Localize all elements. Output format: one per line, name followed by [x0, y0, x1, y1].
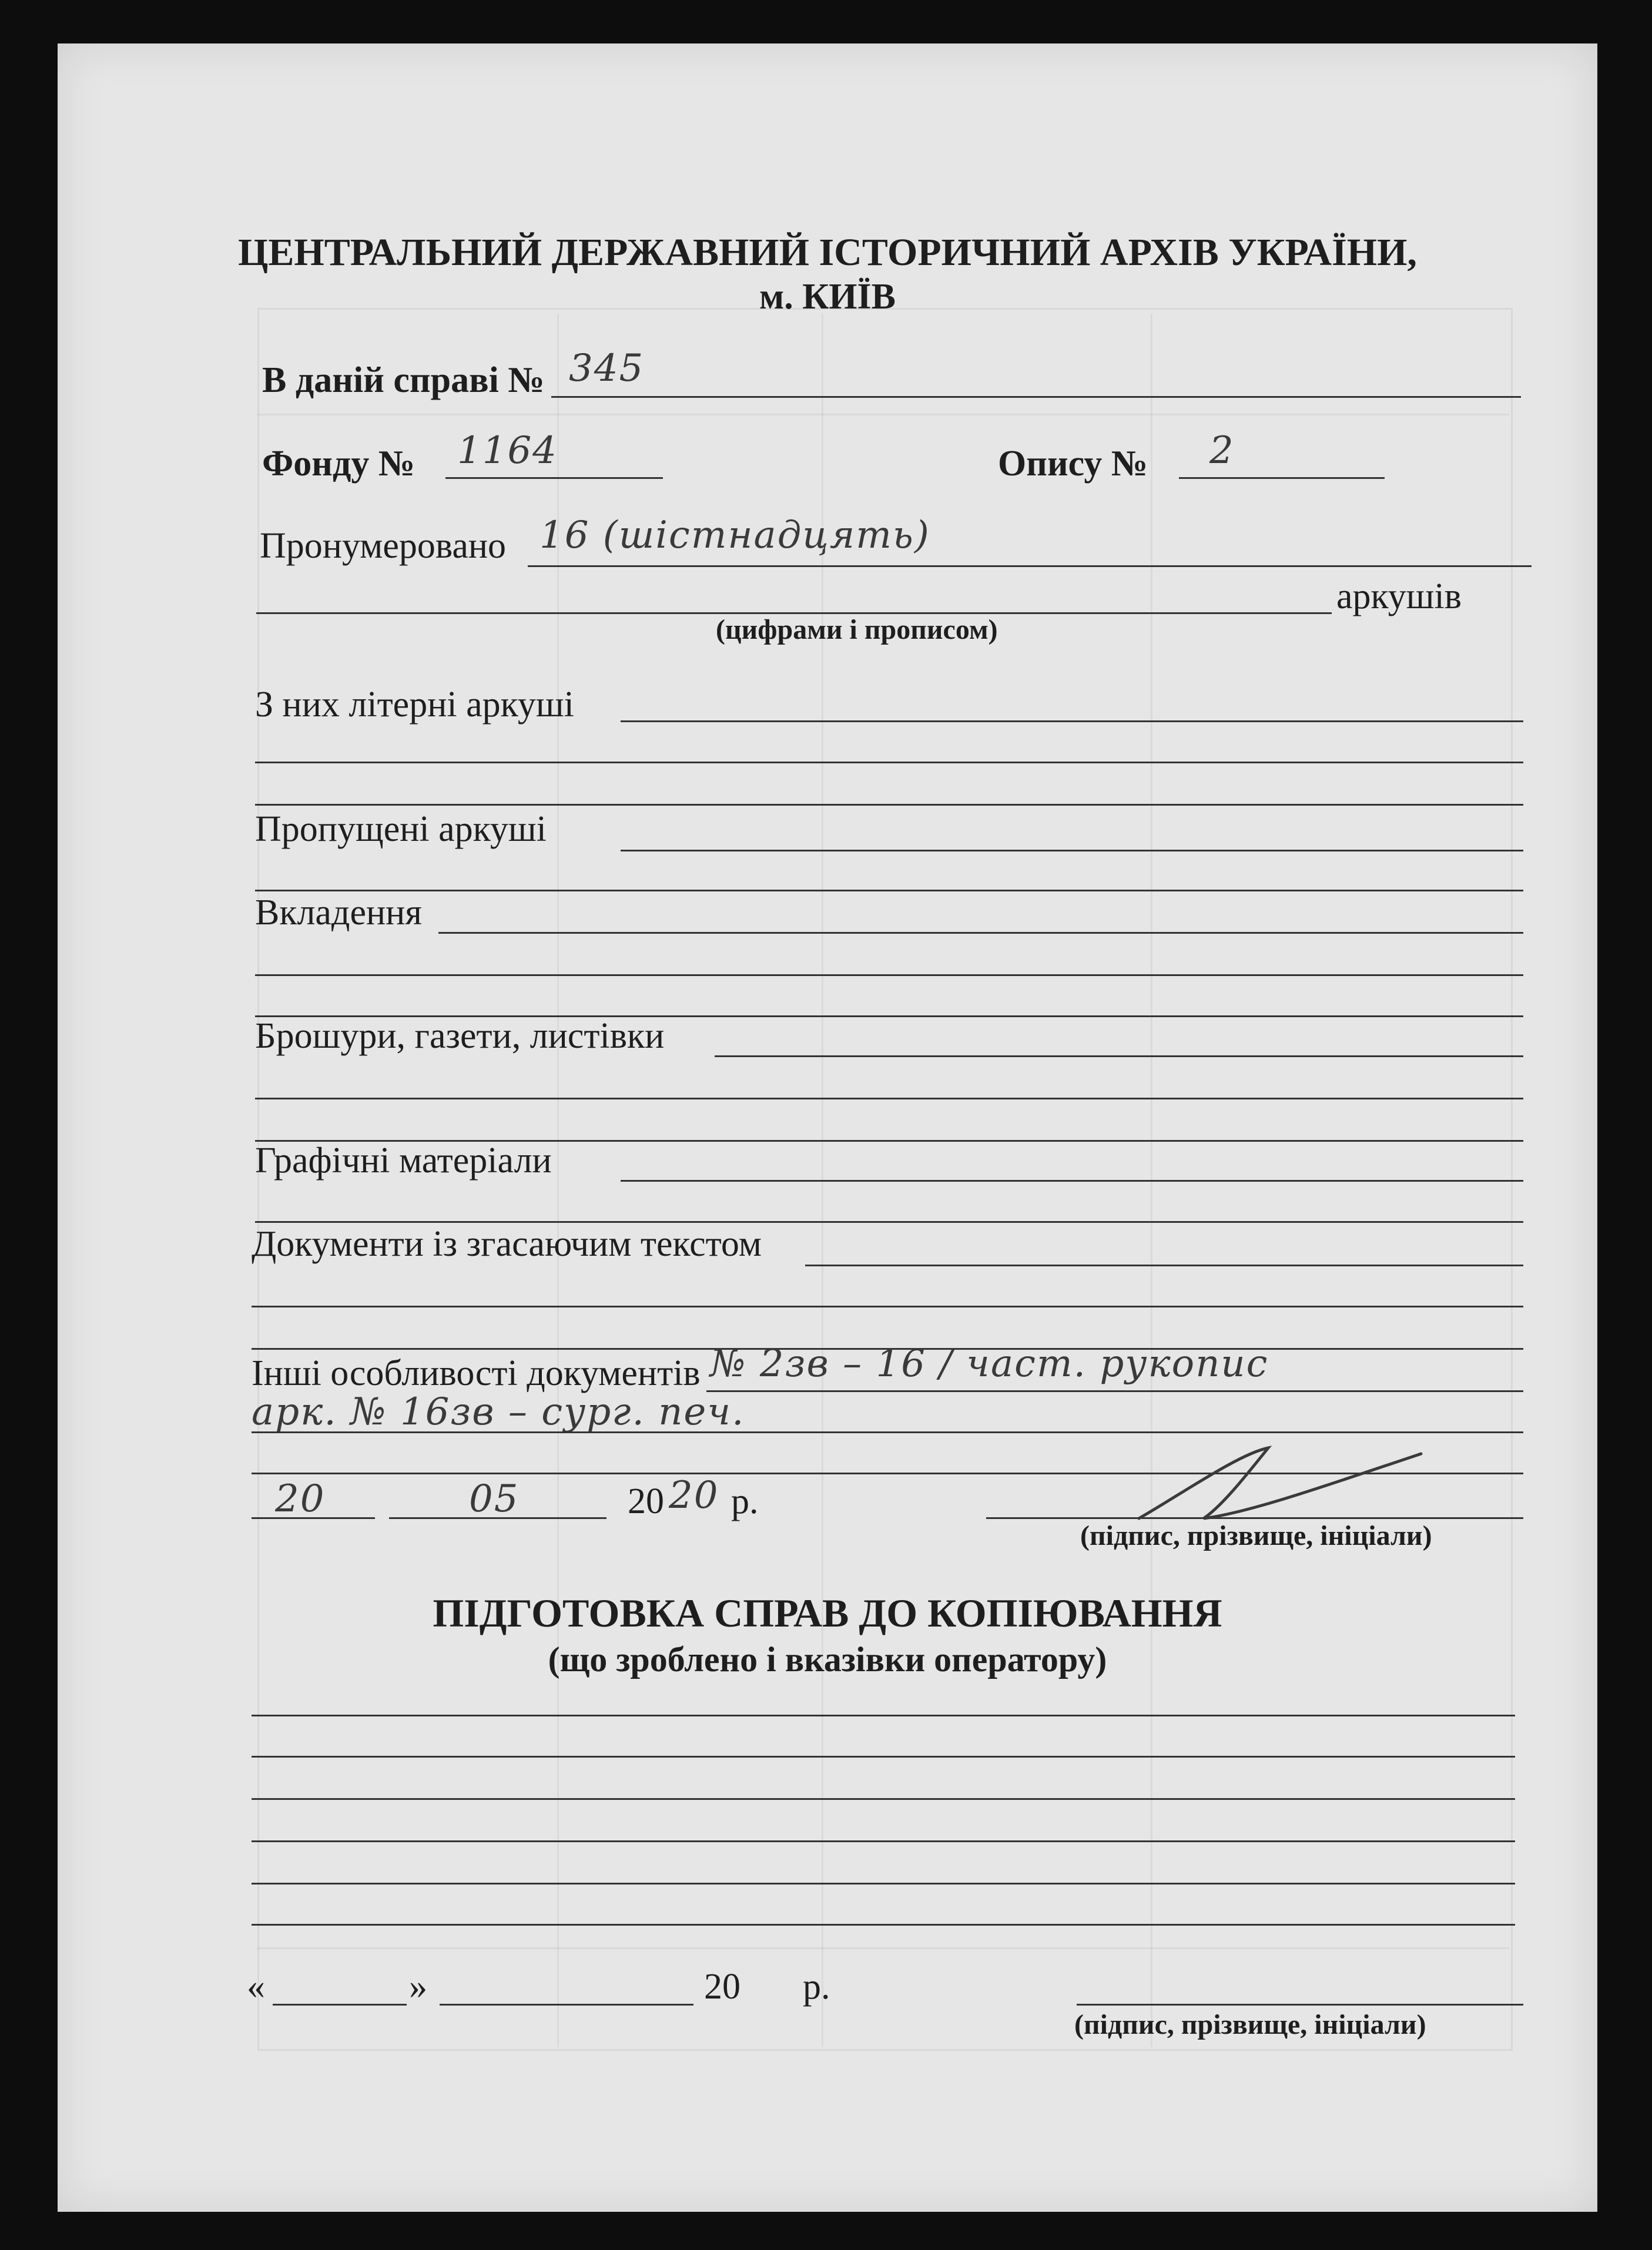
- fading-line: [805, 1265, 1523, 1266]
- date1-year-mark: р.: [731, 1481, 759, 1521]
- graphic-line: [621, 1180, 1523, 1182]
- litera-line-2: [255, 762, 1523, 763]
- section2-title: ПІДГОТОВКА СПРАВ ДО КОПІЮВАННЯ: [433, 1591, 1222, 1635]
- numbered-value: 16 (шістнадцять): [540, 514, 930, 557]
- numbered-line: [528, 565, 1532, 567]
- opys-value: 2: [1209, 429, 1235, 472]
- brochures-line-2: [255, 1098, 1523, 1099]
- archive-title: ЦЕНТРАЛЬНИЙ ДЕРЖАВНИЙ ІСТОРИЧНИЙ АРХІВ УКРАЇНИ,: [238, 231, 1417, 274]
- prep-line-3: [252, 1798, 1515, 1800]
- litera-label: З них літерні аркуші: [255, 685, 574, 725]
- date2-month-line: [440, 2004, 693, 2006]
- numbered-hint: (цифрами і прописом): [716, 614, 998, 645]
- date2-sign-line: [1077, 2004, 1523, 2006]
- litera-line-3: [255, 804, 1523, 806]
- date2-year-mark: р.: [803, 1967, 830, 2007]
- date1-month: 05: [469, 1477, 520, 1521]
- other-value-2: арк. № 16зв – сург. печ.: [252, 1390, 745, 1434]
- opys-line: [1179, 477, 1385, 479]
- date2-year-prefix: 20: [704, 1967, 740, 2007]
- archive-city: м. КИЇВ: [759, 277, 896, 317]
- prep-line-1: [252, 1715, 1515, 1716]
- attachments-line-2: [255, 974, 1523, 976]
- fond-line: [445, 477, 663, 479]
- date1-day: 20: [275, 1477, 326, 1521]
- missed-line: [621, 850, 1523, 851]
- date1-day-line: [252, 1517, 375, 1519]
- prep-line-2: [252, 1756, 1515, 1758]
- missed-label: Пропущені аркуші: [255, 809, 547, 849]
- prep-line-4: [252, 1840, 1515, 1842]
- date1-month-line: [389, 1517, 606, 1519]
- show-through-rule: [557, 314, 559, 2047]
- other-label: Інші особливості документів: [252, 1353, 701, 1393]
- case-value: 345: [569, 347, 645, 390]
- other-value-1: № 2зв – 16 / част. рукопис: [710, 1342, 1269, 1386]
- date1-year-suffix: 20: [669, 1474, 719, 1517]
- date2-sign-hint: (підпис, прізвище, ініціали): [1074, 2009, 1426, 2040]
- attachments-line: [438, 932, 1523, 934]
- date1-sign-hint: (підпис, прізвище, ініціали): [1080, 1520, 1432, 1551]
- case-line: [551, 396, 1521, 398]
- case-label: В даній справі №: [262, 360, 545, 400]
- fond-label: Фонду №: [262, 444, 415, 484]
- fading-label: Документи із згасаючим текстом: [252, 1224, 762, 1264]
- date1-year-prefix: 20: [628, 1481, 664, 1521]
- opys-label: Опису №: [998, 444, 1148, 484]
- signature-mark: [1127, 1430, 1433, 1530]
- other-line: [706, 1390, 1523, 1392]
- section2-subtitle: (що зроблено і вказівки оператору): [548, 1640, 1107, 1679]
- date2-close-quote: »: [409, 1967, 427, 2007]
- prep-line-5: [252, 1883, 1515, 1884]
- prep-line-6: [252, 1924, 1515, 1926]
- graphic-line-2: [255, 1221, 1523, 1223]
- numbered-label: Пронумеровано: [260, 526, 507, 566]
- date2-open-quote: «: [247, 1967, 265, 2007]
- missed-line-2: [255, 890, 1523, 891]
- show-through-rule: [257, 414, 1509, 415]
- fond-value: 1164: [457, 429, 558, 472]
- graphic-label: Графічні матеріали: [255, 1141, 552, 1181]
- numbered-unit: аркушів: [1336, 576, 1462, 616]
- fading-line-2: [252, 1306, 1523, 1307]
- date2-day-line: [273, 2004, 407, 2006]
- form-sheet: [58, 43, 1597, 2212]
- show-through-rule: [257, 1947, 1509, 1949]
- attachments-label: Вкладення: [255, 893, 422, 933]
- brochures-line: [715, 1055, 1523, 1057]
- brochures-label: Брошури, газети, листівки: [255, 1016, 665, 1056]
- litera-line: [621, 720, 1523, 722]
